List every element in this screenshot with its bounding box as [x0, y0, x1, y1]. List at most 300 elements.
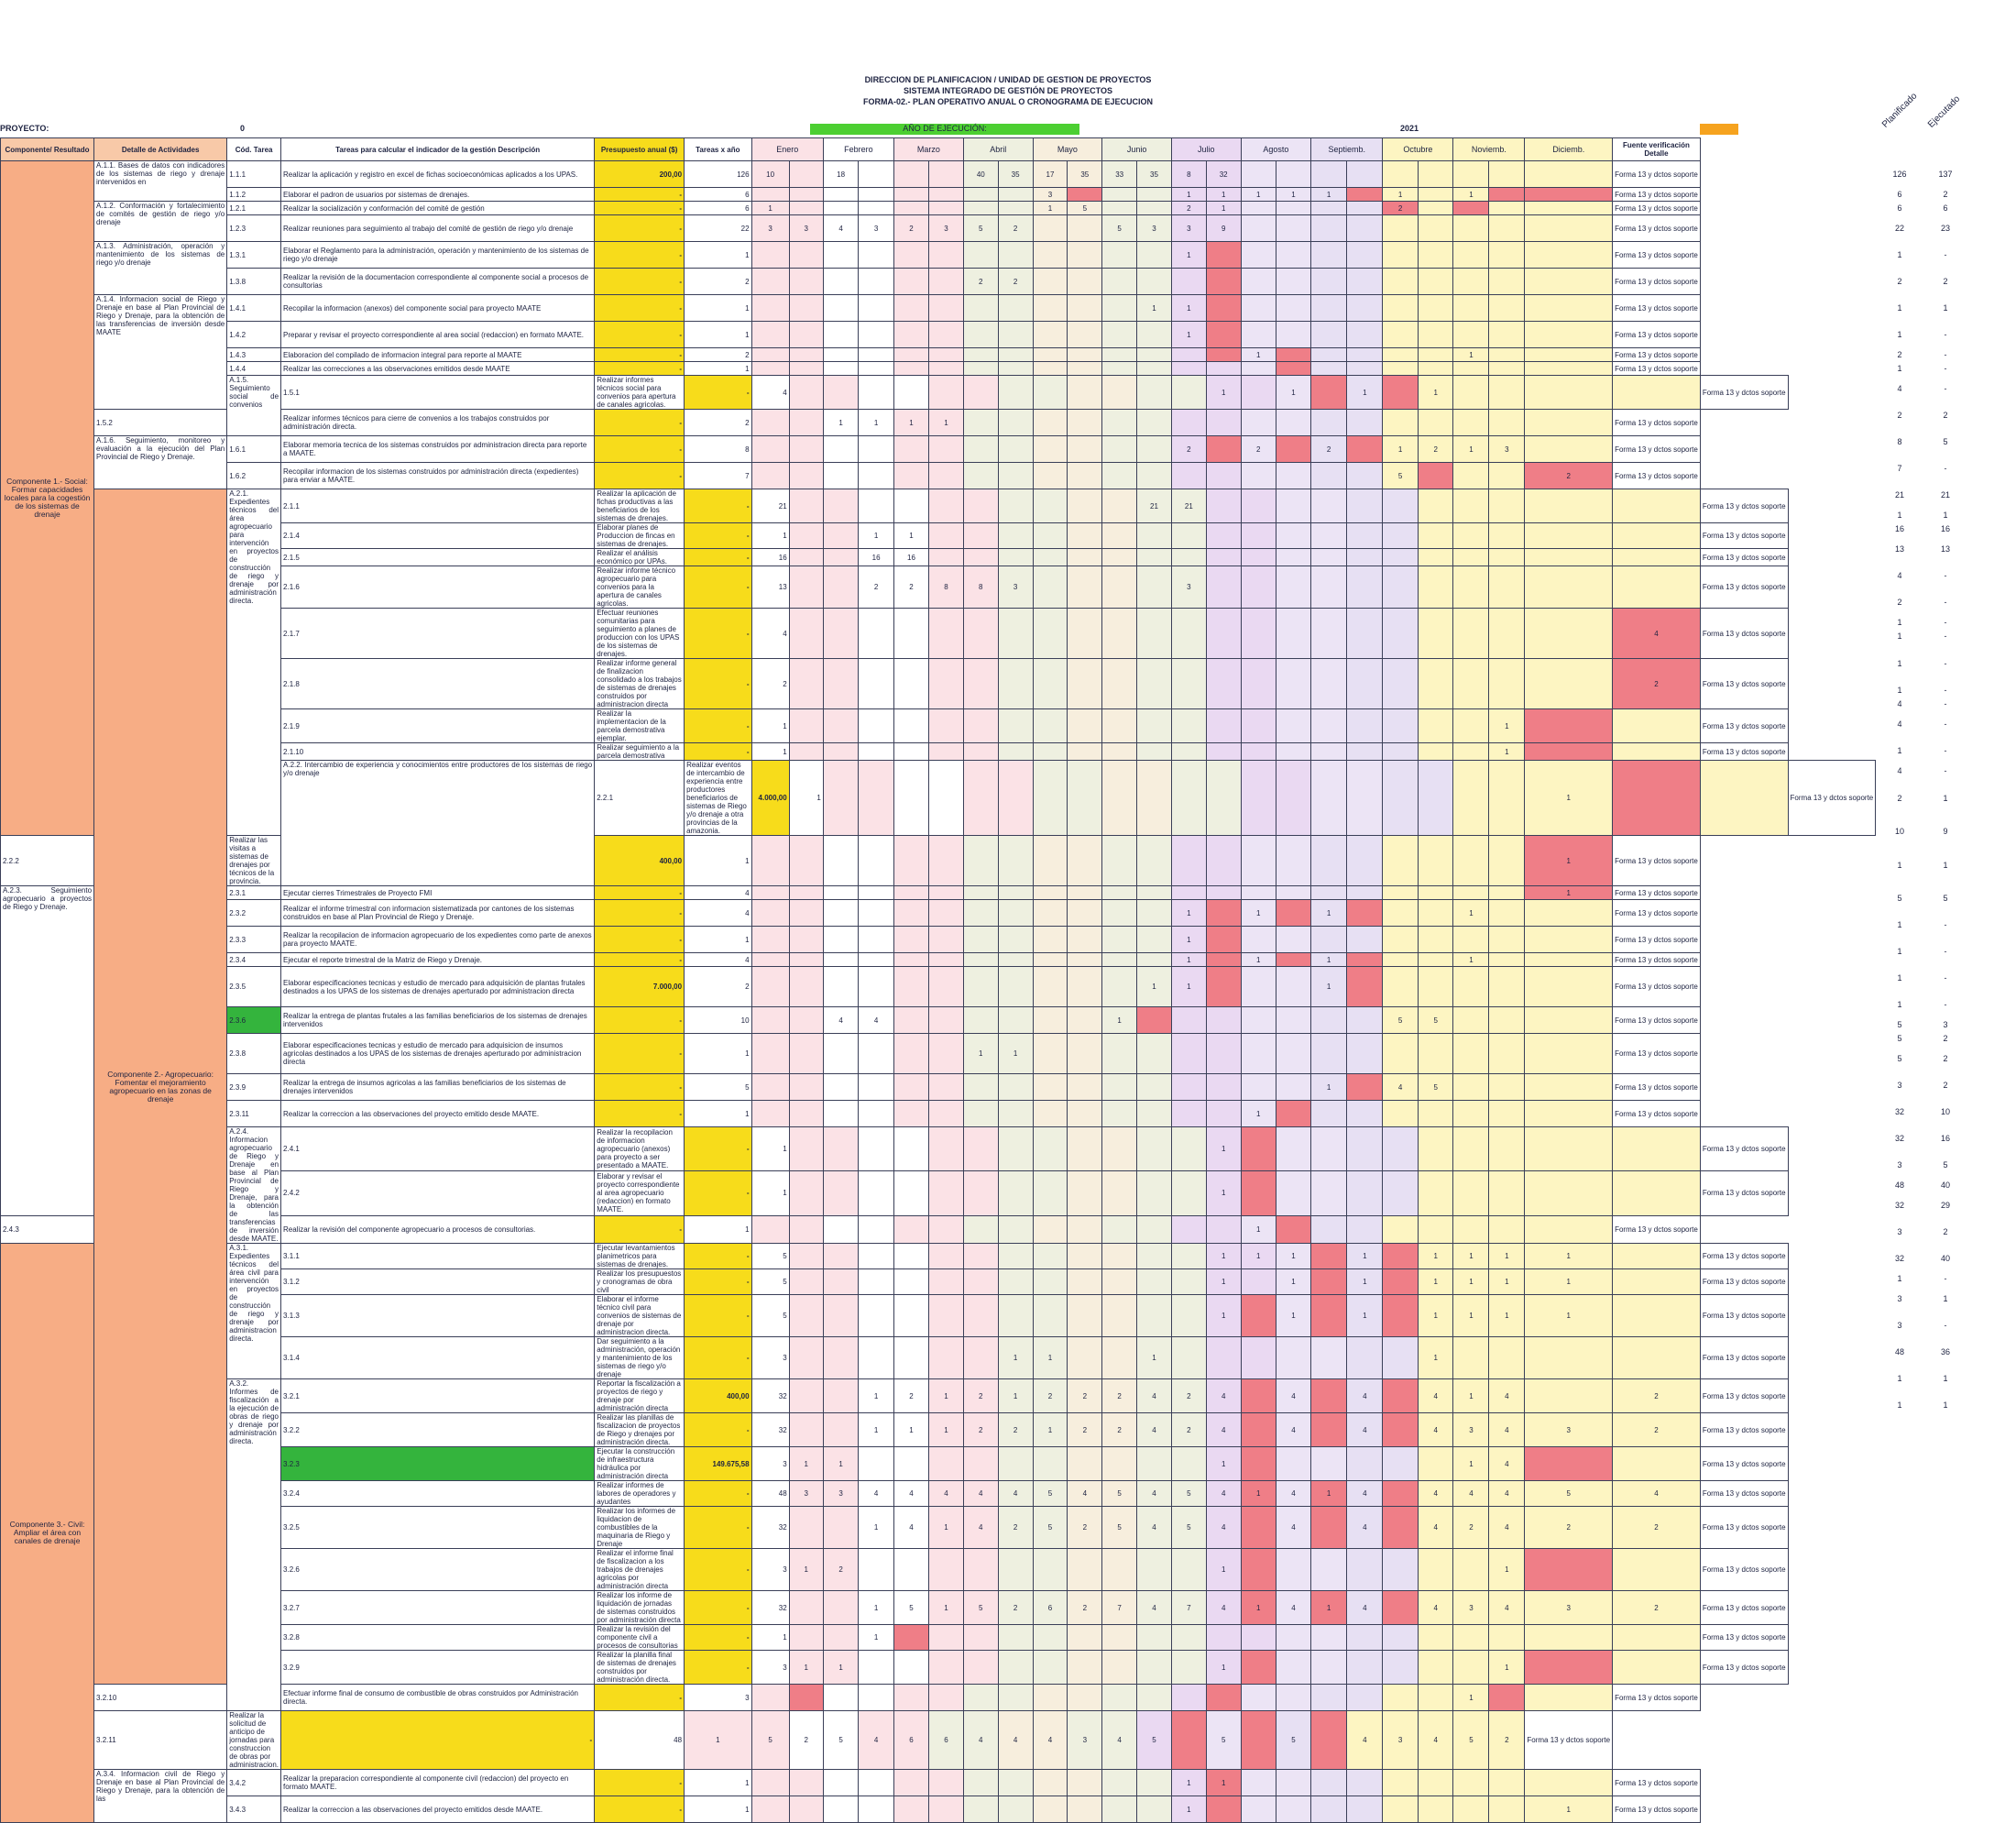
month-value-cell	[859, 609, 893, 659]
month-value-cell	[1311, 215, 1347, 242]
task-description-cell: Realizar la correccion a las observaciones del proyecto emitido desde MAATE.	[281, 1101, 595, 1127]
month-value-cell	[789, 463, 823, 489]
planned-total: 2	[1897, 598, 1902, 607]
month-value-cell	[1311, 1215, 1347, 1243]
month-value-cell	[1033, 1295, 1068, 1337]
month-value-cell	[1137, 376, 1172, 410]
budget-cell: -	[685, 659, 752, 709]
month-value-cell: 5	[1102, 1481, 1137, 1507]
month-value-cell: 1	[823, 1447, 858, 1481]
month-value-cell	[1613, 1651, 1701, 1685]
task-description-cell: Realizar la revisión de la documentacion correspondiente al componente social a procesos de consultorias	[281, 269, 595, 295]
task-description-cell: Ejecutar cierres Trimestrales de Proyecto FMI	[281, 886, 595, 900]
executed-total: 16	[1940, 1134, 1950, 1143]
month-value-cell	[1033, 410, 1068, 436]
month-value-cell	[859, 836, 893, 886]
month-value-cell	[1383, 659, 1419, 709]
month-value-cell: 1	[1241, 1215, 1276, 1243]
month-value-cell	[1311, 410, 1347, 436]
month-value-cell	[1347, 161, 1383, 188]
month-value-cell	[823, 549, 858, 566]
month-value-cell	[893, 900, 928, 927]
month-value-cell: 4	[1033, 1711, 1068, 1770]
task-description-cell: Realizar la aplicación y registro en excel de fichas socioeconómicas aplicados a los UPAS.	[281, 161, 595, 188]
month-value-cell	[1489, 967, 1525, 1007]
month-value-cell	[1033, 1215, 1068, 1243]
month-value-cell	[1068, 761, 1102, 836]
month-value-cell	[1241, 1379, 1276, 1413]
month-value-cell: 3	[1525, 1591, 1613, 1625]
planned-total: 4	[1897, 699, 1902, 708]
planned-total: 6	[1897, 203, 1902, 213]
month-value-cell	[859, 1337, 893, 1379]
month-value-cell: 2	[1068, 1379, 1102, 1413]
month-value-cell	[1068, 549, 1102, 566]
month-value-cell	[1453, 1549, 1489, 1591]
month-value-cell	[1276, 566, 1310, 609]
month-value-cell	[1453, 1215, 1489, 1243]
month-value-cell	[929, 836, 964, 886]
activity-detail-cell: A.1.6. Seguimiento, monitoreo y evaluación a la ejecución del Plan Provincial de Riego y Drenaje.	[94, 436, 227, 489]
month-value-cell	[823, 836, 858, 886]
table-row	[1, 659, 2016, 709]
task-description-cell: Realizar reuniones para seguimiento al trabajo del comité de gestión de riego y/o drenaje	[281, 215, 595, 242]
month-value-cell	[1525, 322, 1613, 348]
month-value-cell	[1383, 1171, 1419, 1215]
month-value-cell: 5	[1206, 1711, 1241, 1770]
month-value-cell	[751, 269, 789, 295]
month-value-cell	[1418, 1770, 1453, 1796]
verification-source-cell: Forma 13 y dctos soporte	[1700, 1171, 1788, 1215]
tasks-per-year-cell: 4	[685, 953, 752, 967]
month-value-cell: 1	[1525, 1244, 1613, 1269]
month-value-cell: 4	[823, 1007, 858, 1034]
month-value-cell	[1311, 659, 1347, 709]
month-value-cell	[929, 436, 964, 463]
month-value-cell: 1	[1206, 1549, 1241, 1591]
month-value-cell	[751, 410, 789, 436]
month-value-cell	[1068, 242, 1102, 269]
month-value-cell	[859, 1685, 893, 1711]
month-value-cell	[1347, 1074, 1383, 1101]
month-value-cell	[1525, 269, 1613, 295]
task-description-cell: Realizar informe general de finalizacion consolidado a los trabajos de sistemas de drenajes construidos por administracion directa	[595, 659, 685, 709]
month-value-cell	[1613, 709, 1701, 743]
col-per-year: Tareas x año	[685, 138, 752, 161]
month-value-cell: 2	[998, 1591, 1033, 1625]
month-value-cell	[1525, 1651, 1613, 1685]
budget-cell: -	[685, 1127, 752, 1171]
month-value-cell: 5	[1033, 1507, 1068, 1549]
month-value-cell: 4	[1489, 1481, 1525, 1507]
verification-source-cell: Forma 13 y dctos soporte	[1700, 549, 1788, 566]
task-code-cell: 1.4.2	[227, 322, 281, 348]
month-value-cell	[1068, 1007, 1102, 1034]
month-value-cell: 4	[1206, 1481, 1241, 1507]
month-value-cell	[1033, 761, 1068, 836]
month-value-cell: 4	[1347, 1481, 1383, 1507]
month-value-cell	[1102, 1244, 1137, 1269]
budget-cell: -	[685, 1651, 752, 1685]
month-value-cell: 4	[1418, 1507, 1453, 1549]
month-value-cell: 4	[1137, 1507, 1172, 1549]
task-code-cell: 1.6.2	[227, 463, 281, 489]
month-value-cell	[963, 295, 998, 322]
month-value-cell	[1102, 900, 1137, 927]
month-value-cell	[1137, 1215, 1172, 1243]
table-row	[1, 362, 2016, 376]
month-value-cell	[1489, 609, 1525, 659]
month-value-cell: 1	[929, 410, 964, 436]
tasks-per-year-cell: 2	[685, 410, 752, 436]
month-value-cell	[1525, 242, 1613, 269]
month-value-cell	[1068, 523, 1102, 549]
task-description-cell: Realizar la revisión del componente agropecuario a procesos de consultorias.	[281, 1215, 595, 1243]
month-value-cell	[929, 1127, 964, 1171]
month-value-cell	[823, 322, 858, 348]
month-value-cell	[998, 463, 1033, 489]
month-value-cell	[1068, 609, 1102, 659]
month-value-cell	[859, 376, 893, 410]
month-value-cell: 1	[1383, 436, 1419, 463]
tasks-per-year-cell: 2	[685, 269, 752, 295]
month-value-cell	[1171, 886, 1206, 900]
month-value-cell: 1	[1241, 1591, 1276, 1625]
month-value-cell	[998, 295, 1033, 322]
planned-total: 7	[1897, 464, 1902, 473]
month-value-cell	[929, 1447, 964, 1481]
month-value-cell	[823, 1269, 858, 1295]
month-value-cell	[1068, 1337, 1102, 1379]
month-value-cell	[893, 1244, 928, 1269]
month-value-cell	[1489, 1034, 1525, 1074]
month-value-cell: 5	[1276, 1711, 1310, 1770]
month-value-cell	[1068, 463, 1102, 489]
task-code-cell: 3.2.1	[281, 1379, 595, 1413]
month-value-cell	[1241, 609, 1276, 659]
month-value-cell	[1137, 659, 1172, 709]
month-value-cell	[1418, 900, 1453, 927]
month-value-cell	[1347, 410, 1383, 436]
month-value-cell	[998, 1770, 1033, 1796]
month-value-cell	[1525, 348, 1613, 362]
task-code-cell: 1.5.2	[94, 410, 227, 436]
budget-cell: -	[595, 1101, 685, 1127]
task-code-cell: 2.3.8	[227, 1034, 281, 1074]
month-value-cell	[1525, 202, 1613, 215]
month-value-cell	[1525, 743, 1613, 761]
month-value-cell	[751, 322, 789, 348]
budget-cell: 4.000,00	[751, 761, 789, 836]
table-row	[1, 761, 2016, 836]
month-value-cell	[1489, 1171, 1525, 1215]
month-value-cell	[1311, 1007, 1347, 1034]
month-value-cell	[1311, 1244, 1347, 1269]
planned-total: 2	[1897, 411, 1902, 420]
month-value-cell	[1137, 1269, 1172, 1295]
month-value-cell	[1383, 161, 1419, 188]
month-value-cell	[1700, 761, 1788, 836]
month-octubre: Octubre	[1383, 138, 1453, 161]
month-value-cell	[859, 1074, 893, 1101]
month-value-cell	[1453, 761, 1489, 836]
task-code-cell: 1.6.1	[227, 436, 281, 463]
month-value-cell	[963, 436, 998, 463]
month-value-cell	[929, 269, 964, 295]
month-value-cell	[1525, 1034, 1613, 1074]
month-value-cell	[963, 1770, 998, 1796]
month-value-cell	[1033, 376, 1068, 410]
task-description-cell: Recopilar informacion de los sistemas construidos por administración directa (expedientes) para enviar a MAATE.	[281, 463, 595, 489]
month-value-cell	[789, 489, 823, 523]
month-value-cell	[1453, 1625, 1489, 1651]
month-value-cell	[1241, 761, 1276, 836]
month-value-cell: 4	[1137, 1413, 1172, 1447]
month-value-cell	[1453, 566, 1489, 609]
month-value-cell: 1	[1453, 188, 1489, 202]
month-value-cell	[963, 1337, 998, 1379]
month-value-cell	[1453, 1770, 1489, 1796]
month-value-cell	[1347, 1034, 1383, 1074]
month-value-cell	[1347, 1796, 1383, 1823]
executed-total: -	[1944, 973, 1947, 983]
month-value-cell: 1	[1453, 953, 1489, 967]
month-value-cell	[1383, 1507, 1419, 1549]
task-code-cell: 3.2.5	[281, 1507, 595, 1549]
month-value-cell	[1525, 1127, 1613, 1171]
month-value-cell	[751, 348, 789, 362]
month-value-cell	[1241, 1796, 1276, 1823]
month-value-cell	[1033, 927, 1068, 953]
month-value-cell	[929, 523, 964, 549]
executed-total: 1	[1943, 1374, 1948, 1383]
budget-cell: 400,00	[685, 1379, 752, 1413]
month-value-cell: 5	[1171, 1481, 1206, 1507]
month-value-cell	[963, 489, 998, 523]
month-value-cell	[1311, 269, 1347, 295]
month-value-cell	[1525, 436, 1613, 463]
month-value-cell	[1102, 1269, 1137, 1295]
month-value-cell: 1	[1171, 1770, 1206, 1796]
month-value-cell	[1102, 523, 1137, 549]
month-value-cell	[998, 967, 1033, 1007]
month-value-cell	[823, 1413, 858, 1447]
year-bar	[810, 124, 1079, 135]
month-value-cell	[823, 1507, 858, 1549]
month-value-cell	[1276, 463, 1310, 489]
month-value-cell	[859, 436, 893, 463]
month-value-cell	[1068, 1171, 1102, 1215]
month-value-cell	[1347, 436, 1383, 463]
month-value-cell: 3	[998, 566, 1033, 609]
task-description-cell: Realizar informe técnico agropecuario para convenios para la apertura de canales agricolas.	[595, 566, 685, 609]
month-value-cell	[1347, 1337, 1383, 1379]
planned-total: 126	[1892, 170, 1907, 179]
verification-source-cell: Forma 13 y dctos soporte	[1700, 1337, 1788, 1379]
verification-source-cell: Forma 13 y dctos soporte	[1700, 1549, 1788, 1591]
month-value-cell: 1	[1206, 188, 1241, 202]
task-code-cell: 2.1.9	[281, 709, 595, 743]
schedule-table	[0, 137, 2016, 1823]
month-value-cell: 4	[963, 1481, 998, 1507]
month-value-cell: 5	[1418, 1007, 1453, 1034]
month-value-cell: 3	[1453, 1413, 1489, 1447]
month-value-cell	[1347, 927, 1383, 953]
budget-cell: -	[685, 1413, 752, 1447]
month-value-cell	[1241, 1269, 1276, 1295]
month-value-cell: 1	[789, 1447, 823, 1481]
month-value-cell	[1206, 523, 1241, 549]
month-value-cell	[1453, 269, 1489, 295]
table-row	[1, 953, 2016, 967]
task-code-cell: 1.3.8	[227, 269, 281, 295]
budget-cell: -	[685, 566, 752, 609]
month-value-cell: 2	[963, 269, 998, 295]
month-value-cell: 4	[823, 215, 858, 242]
month-value-cell	[1276, 202, 1310, 215]
month-value-cell	[1453, 743, 1489, 761]
month-value-cell: 2	[1171, 436, 1206, 463]
month-value-cell	[1276, 269, 1310, 295]
month-value-cell	[1068, 1770, 1102, 1796]
tasks-per-year-cell: 10	[685, 1007, 752, 1034]
table-row	[1, 215, 2016, 242]
month-value-cell: 1	[823, 410, 858, 436]
month-value-cell	[1206, 836, 1241, 886]
month-value-cell	[1068, 743, 1102, 761]
month-value-cell	[859, 242, 893, 269]
month-value-cell	[1206, 1007, 1241, 1034]
month-value-cell	[893, 1770, 928, 1796]
month-value-cell	[1347, 900, 1383, 927]
month-value-cell	[859, 1295, 893, 1337]
month-mayo: Mayo	[1033, 138, 1102, 161]
month-value-cell	[859, 269, 893, 295]
month-value-cell: 1	[1525, 836, 1613, 886]
task-code-cell: 2.4.1	[281, 1127, 595, 1171]
month-value-cell	[929, 927, 964, 953]
tasks-per-year-cell: 48	[751, 1481, 789, 1507]
planned-total: 1	[1897, 1400, 1902, 1410]
month-value-cell	[998, 549, 1033, 566]
month-value-cell: 4	[1489, 1507, 1525, 1549]
month-value-cell	[1453, 1651, 1489, 1685]
month-value-cell	[1102, 489, 1137, 523]
month-value-cell	[929, 1269, 964, 1295]
month-value-cell	[1383, 1269, 1419, 1295]
month-value-cell	[929, 362, 964, 376]
month-value-cell	[789, 549, 823, 566]
task-description-cell: Elaborar memoria tecnica de los sistemas construidos por administracion directa para reporte a MAATE.	[281, 436, 595, 463]
month-value-cell	[1525, 1171, 1613, 1215]
month-value-cell	[1453, 1127, 1489, 1171]
month-value-cell	[1102, 295, 1137, 322]
month-value-cell	[1276, 1215, 1310, 1243]
month-value-cell: 1	[1453, 1295, 1489, 1337]
month-value-cell	[929, 463, 964, 489]
month-value-cell	[1102, 202, 1137, 215]
verification-source-cell: Forma 13 y dctos soporte	[1613, 1796, 1701, 1823]
executed-total: 13	[1940, 544, 1950, 554]
month-value-cell	[929, 1337, 964, 1379]
month-value-cell	[1171, 836, 1206, 886]
planned-total: 1	[1897, 746, 1902, 755]
month-value-cell: 1	[1206, 1295, 1241, 1337]
month-value-cell	[1102, 1447, 1137, 1481]
table-row	[1, 1685, 2016, 1711]
executed-total: -	[1944, 571, 1947, 580]
month-value-cell: 1	[1276, 1244, 1310, 1269]
table-row	[1, 188, 2016, 202]
month-value-cell	[751, 436, 789, 463]
month-value-cell	[1137, 1770, 1172, 1796]
month-value-cell: 1	[1347, 1269, 1383, 1295]
month-value-cell	[893, 376, 928, 410]
month-value-cell	[1102, 709, 1137, 743]
month-value-cell	[1206, 348, 1241, 362]
month-value-cell: 2	[1068, 1413, 1102, 1447]
month-value-cell	[1525, 410, 1613, 436]
task-code-cell: 2.4.2	[281, 1171, 595, 1215]
task-code-cell: 1.4.4	[227, 362, 281, 376]
month-value-cell	[1102, 566, 1137, 609]
verification-source-cell: Forma 13 y dctos soporte	[1613, 188, 1701, 202]
month-value-cell: 1	[1311, 1074, 1347, 1101]
month-value-cell	[1489, 463, 1525, 489]
month-value-cell: 1	[1347, 376, 1383, 410]
month-value-cell	[1241, 362, 1276, 376]
month-value-cell	[1137, 188, 1172, 202]
month-value-cell	[998, 1074, 1033, 1101]
month-value-cell	[789, 953, 823, 967]
month-value-cell: 1	[1241, 953, 1276, 967]
month-value-cell	[1137, 322, 1172, 348]
month-value-cell	[929, 202, 964, 215]
month-value-cell	[998, 900, 1033, 927]
month-value-cell	[1453, 489, 1489, 523]
month-value-cell	[823, 523, 858, 549]
month-value-cell	[789, 1171, 823, 1215]
month-value-cell	[1137, 362, 1172, 376]
month-value-cell	[1068, 1101, 1102, 1127]
month-value-cell	[1525, 1101, 1613, 1127]
task-description-cell: Realizar la recopilacion de informacion agropecuario (anexos) para proyecto a ser presentado a MAATE.	[595, 1127, 685, 1171]
tasks-per-year-cell: 1	[751, 1625, 789, 1651]
verification-source-cell: Forma 13 y dctos soporte	[1700, 609, 1788, 659]
month-value-cell	[1383, 376, 1419, 410]
activity-detail-cell: A.2.1. Expedientes técnicos del área agropecuario para intervención en proyectos de construcción de riego y drenaje por administración directa.	[227, 489, 281, 836]
verification-source-cell: Forma 13 y dctos soporte	[1525, 1711, 1613, 1770]
month-value-cell: 5	[823, 1711, 858, 1770]
month-value-cell	[929, 1034, 964, 1074]
month-value-cell	[1276, 1651, 1310, 1685]
month-value-cell	[998, 242, 1033, 269]
month-value-cell	[1383, 1481, 1419, 1507]
planned-total: 1	[1897, 947, 1902, 956]
month-value-cell	[1102, 188, 1137, 202]
month-value-cell	[963, 1549, 998, 1591]
executed-total: -	[1944, 618, 1947, 627]
month-value-cell: 5	[1033, 1481, 1068, 1507]
table-row	[1, 161, 2016, 188]
month-value-cell: 7	[1171, 1591, 1206, 1625]
month-value-cell	[789, 967, 823, 1007]
month-value-cell: 1	[1489, 743, 1525, 761]
month-value-cell	[859, 709, 893, 743]
budget-cell: -	[685, 1269, 752, 1295]
month-value-cell	[1068, 566, 1102, 609]
planned-total: 2	[1897, 793, 1902, 803]
